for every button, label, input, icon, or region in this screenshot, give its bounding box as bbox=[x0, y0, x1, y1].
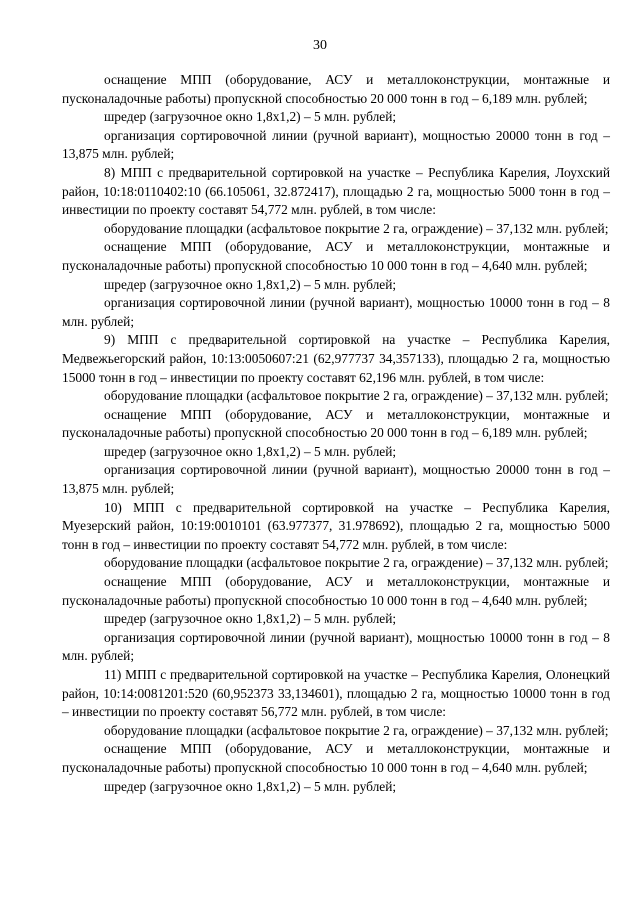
paragraph: оснащение МПП (оборудование, АСУ и металлоконструкции, монтажные и пусконаладочные работы) пропускной способностью 10 000 тонн в год – 4,640 млн. рублей; bbox=[62, 574, 610, 608]
paragraph: оборудование площадки (асфальтовое покрытие 2 га, ограждение) – 37,132 млн. рублей; bbox=[104, 722, 609, 738]
paragraph: 9) МПП с предварительной сортировкой на участке – Республика Карелия, Медвежьегорский район, 10:13:0050607:21 (62,977737 34,357133), площадью 2 га, мощностью 15000 тонн в год – инвестиции по проекту составят 62,196 млн. рублей, в том числе: bbox=[62, 332, 610, 385]
paragraph: шредер (загрузочное окно 1,8х1,2) – 5 млн. рублей; bbox=[104, 443, 397, 459]
paragraph: организация сортировочной линии (ручной вариант), мощностью 10000 тонн в год – 8 млн. рублей; bbox=[62, 295, 610, 329]
paragraph: оборудование площадки (асфальтовое покрытие 2 га, ограждение) – 37,132 млн. рублей; bbox=[104, 388, 609, 404]
paragraph: шредер (загрузочное окно 1,8х1,2) – 5 млн. рублей; bbox=[104, 276, 397, 292]
page-number: 30 bbox=[313, 38, 327, 53]
paragraph: 11) МПП с предварительной сортировкой на участке – Республика Карелия, Олонецкий район, 10:14:0081201:520 (60,952373 33,134601), площадью 2 га, мощностью 10000 тонн в год – инвестиции по проекту составят 56,772 млн. рублей, в том числе: bbox=[62, 667, 610, 720]
paragraph: оборудование площадки (асфальтовое покрытие 2 га, ограждение) – 37,132 млн. рублей; bbox=[104, 555, 609, 571]
paragraph: 8) МПП с предварительной сортировкой на участке – Республика Карелия, Лоухский район, 10:18:0110402:10 (66.105061, 32.872417), площадью 2 га, мощностью 5000 тонн в год – инвестиции по проекту составят 54,772 млн. рублей, в том числе: bbox=[62, 164, 610, 218]
paragraph: шредер (загрузочное окно 1,8х1,2) – 5 млн. рублей; bbox=[104, 109, 397, 125]
paragraph: оснащение МПП (оборудование, АСУ и металлоконструкции, монтажные и пусконаладочные работы) пропускной способностью 10 000 тонн в год – 4,640 млн. рублей; bbox=[62, 741, 610, 775]
paragraph: организация сортировочной линии (ручной вариант), мощностью 10000 тонн в год – 8 млн. рублей; bbox=[62, 629, 610, 664]
paragraph: 10) МПП с предварительной сортировкой на участке – Республика Карелия, Муезерский район, 10:19:0010101 (63.977377, 31.978692), площадью 2 га, мощностью 5000 тонн в год – инвестиции по проекту составят 54,772 млн. рублей, в том числе: bbox=[62, 499, 610, 552]
paragraph: оснащение МПП (оборудование, АСУ и металлоконструкции, монтажные и пусконаладочные работы) пропускной способностью 10 000 тонн в год – 4,640 млн. рублей; bbox=[62, 239, 610, 273]
paragraph: оборудование площадки (асфальтовое покрытие 2 га, ограждение) – 37,132 млн. рублей; bbox=[104, 220, 609, 236]
paragraph: оснащение МПП (оборудование, АСУ и металлоконструкции, монтажные и пусконаладочные работы) пропускной способностью 20 000 тонн в год – 6,189 млн. рублей; bbox=[62, 72, 610, 106]
paragraph: оснащение МПП (оборудование, АСУ и металлоконструкции, монтажные и пусконаладочные работы) пропускной способностью 20 000 тонн в год – 6,189 млн. рублей; bbox=[62, 406, 610, 441]
paragraph: организация сортировочной линии (ручной вариант), мощностью 20000 тонн в год – 13,875 млн. рублей; bbox=[62, 462, 610, 497]
paragraph: организация сортировочной линии (ручной вариант), мощностью 20000 тонн в год – 13,875 млн. рублей; bbox=[62, 127, 610, 162]
paragraph: шредер (загрузочное окно 1,8х1,2) – 5 млн. рублей; bbox=[104, 778, 397, 794]
document-body bbox=[62, 71, 610, 796]
paragraph: шредер (загрузочное окно 1,8х1,2) – 5 млн. рублей; bbox=[104, 611, 397, 627]
